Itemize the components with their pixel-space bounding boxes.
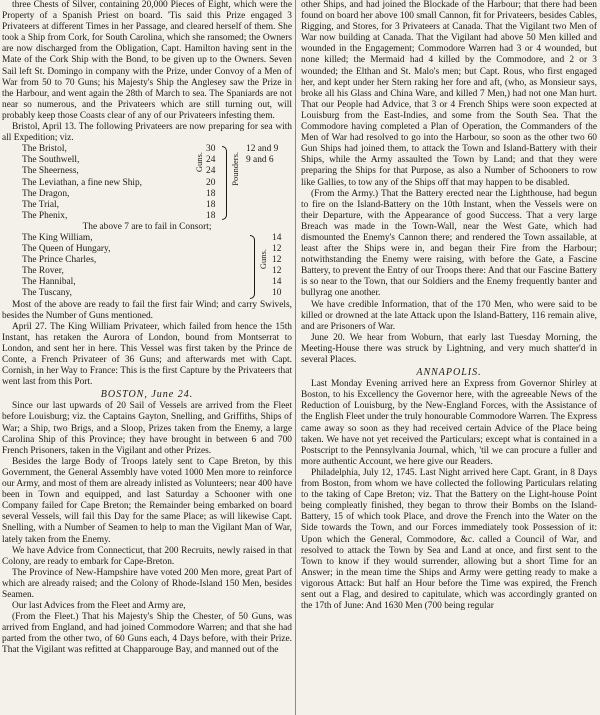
pounder-values (246, 144, 278, 166)
gun-count: 18 (206, 188, 216, 199)
column-rule (295, 0, 296, 715)
ship-name: The Hannibal, (22, 277, 76, 288)
ship-name: The Trial, (22, 199, 59, 210)
ship-name: The Queen of Hungary, (22, 244, 111, 255)
article-paragraph: We have credible Information, that of the 170 Men, who were said to be killed or drowned at the late Attack upon the Island-Battery, 116 remain alive, and are Prisoners of War. (301, 299, 597, 332)
list-brace (250, 235, 255, 299)
left-column (2, 0, 292, 657)
article-paragraph: Since our last upwards of 20 Sail of Vessels are arrived from the Fleet before Louisburg; viz. the Captains Gayton, Snelling, and Griffiths, Ships of War; a Ship, two Brigs, and a Sloop, Prizes taken from the Enemy, a large Carolina Ship of this Province; they have brought in between 6 and 700 French Prisoners, taken in the Vigilant and other Prizes. (2, 401, 292, 456)
pounders-label: Pounders. (230, 152, 240, 186)
article-paragraph: April 27. The King William Privateer, which failed from hence the 15th Instant, has retaken the Aurora of London, bound from Montserrat to London, and sent her in here. This Vessel was first taken by the Prince de Conte, a French Privateer of 36 Guns; and afterwards met with Capt. Cornish, in her Way to France: This is the first Capture by the Privateers that went last from this Port. (2, 321, 292, 388)
gun-count: 10 (272, 288, 282, 299)
gun-count: 18 (206, 199, 216, 210)
article-paragraph: (From the Fleet.) That his Majesty's Ship the Chester, of 50 Guns, was arrived from England, and had joined Commodore Warren; and that she had parted from the other two, of 60 Guns each, 4 Days before, with their Prize. That the Vigilant was refitted at Chapparouge Bay, and manned out of the (2, 612, 292, 656)
ship-name: The Prince Charles, (22, 255, 97, 266)
article-paragraph: We have Advice from Connecticut, that 200 Recruits, newly raised in that Colony, are ready to embark for Cape-Breton. (2, 545, 292, 567)
article-paragraph: other Ships, and had joined the Blockade of the Harbour; that there had been found on board her above 100 small Cannon, fit for Privateers, besides Cables, Rigging, and Stores, for 3 Privateers at Canada. That the Vigilant two Men of War now building at Canada. That the Vigilant had above 50 Men killed and wounded in the Engagement; Commodore Warren had 3 or 4 wounded, but none killed; the Mermaid had 4 killed by the Commodore, and 2 or 3 wounded; the Elthan and St. Malo's men; but Capt. Rous, who first engaged her, and kept under her Stern raking her fore and aft, (who, as Monsieur says, broke all his Glass and China Ware, and killed 7 Men,) had not one Man hurt. That our People had Advice, that 3 or 4 French Ships were soon expected at Louisburg from the East-Indies, and some from the South Sea. That the Commodore having completed a Plan of Operation, the Commanders of the Men of War had resolved to go into the Harbour, so soon as the other two 60 Gun Ships had joined them, to attack the Town and Island-Battery with their Ships, while the Army assaulted the Town by Land; and that they were preparing the Ships for that Purpose, as also a Number of Schooners to row like Gallies, to tow any of the Ships off that may happen to be disabled. (301, 0, 597, 188)
article-paragraph: The Province of New-Hampshire have voted 200 Men more, great Part of which are already raised; and the Colony of Rhode-Island 150 Men, besides Seamen. (2, 567, 292, 600)
guns-label: Guns. (194, 152, 204, 173)
gun-count: 20 (206, 177, 216, 188)
gun-count: 14 (272, 277, 282, 288)
guns-label: Guns. (258, 248, 268, 270)
annapolis-dateline: ANNAPOLIS. (416, 367, 482, 379)
bristol-intro: Bristol, April 13. The following Privateers are now preparing for sea with all Expedition; viz. (2, 122, 292, 144)
ship-name: The King William, (22, 232, 93, 243)
pounder-value: 9 and 6 (246, 155, 274, 166)
gun-count: 30 (206, 144, 216, 155)
boston-dateline: BOSTON, June 24. (100, 389, 194, 401)
consort-line: The above 7 are to fail in Consort; (82, 221, 212, 232)
ship-name: The Phenix, (22, 210, 68, 221)
gun-count: 12 (272, 255, 282, 266)
gun-count: 12 (272, 266, 282, 277)
article-paragraph: Our last Advices from the Fleet and Army are, (12, 601, 186, 612)
gun-counts (206, 144, 215, 222)
article-paragraph: Philadelphia, July 12, 1745. Last Night arrived here Capt. Grant, in 8 Days from Boston, from whom we have collected the following Particulars relating to the taking of Cape Breton; viz. That the Battery on the Light-house Point being compleatly finished, they began to throw their Bombs on the Island-Battery, 15 of which took Place, and drove the French into the Water on the Side towards the Town, and our Forces immediately took Possession of it: Upon which the General, Commodore, &c. called a Council of War, and resolved to attack the Town by Sea and Land at once, and first sent to the Town to know if they would surrender, allowing but a short Time for an Answer; in the mean time the Ships and Army were getting ready to make a vigorous Attack: But half an Hour before the Time was expired, the French sent out a Flag, and desired to capitulate, which was accordingly granted on the 17th of June: And 1630 Men (700 being regular (301, 467, 597, 612)
ship-name: The Sheerness, (22, 166, 79, 177)
gun-count: 24 (206, 166, 216, 177)
privateer-list-a (2, 144, 292, 222)
pounder-value: 12 and 9 (246, 144, 279, 155)
privateer-list-b (2, 233, 292, 300)
gun-count: 14 (272, 232, 282, 243)
article-paragraph: three Chests of Silver, containing 20,000 Pieces of Eight, which were the Property of a Spanish Priest on board. 'Tis said this Prize engaged 3 Privateers at different Times in her Passage, and cleared herself of them. She took a Ship from Cork, for South Carolina, which she ransomed; the Owners are now discharged from the Obligation, Capt. Hamilton having sent in the Mate of the Cork Ship with the Bond, to be given up to the Owners. Seven Sail left St. Domingo in company with the Prize, under Convoy of a Men of War from 50 to 70 Guns; his Majesty's Ship the Anglesey saw the Prize in the Harbour, and went again the 28th of March to sea. The Spaniards are not near so numerous, and the Privateers which are still turning out, will probably keep those Coasts clear of any of our Privateers infesting them. (2, 0, 292, 121)
gun-count: 24 (206, 155, 216, 166)
ship-name: The Leviathan, a fine new Ship, (22, 177, 143, 188)
ship-name: The Bristol, (22, 144, 67, 155)
article-paragraph: Besides the large Body of Troops lately sent to Cape Breton, by this Government, the General Assembly have voted 1000 Men more to reinforce our Army, and most of them are already inlisted as Volunteers; near 400 have been in Town and equipped, and last Saturday a Schooner with one Company failed for Cape Breton; the Remainder being embarked on board several Vessels, will fail this Day for the same Place; as will likewise Capt. Snelling, with a Number of Seamen to help to man the Vigilant Man of War, lately taken from the Enemy. (2, 456, 292, 545)
article-paragraph: Last Monday Evening arrived here an Express from Governor Shirley at Boston, to his Excellency the Governor here, with the agreeable News of the Reduction of Louisburg, by the New-England Forces, with the Assistance of the English Fleet under the truly honourable Commodore Warren. The Express came away so soon as they had received certain Advice of the Place being taken. We have not yet received the Particulars; except what is contained in a Postscript to the Pennsylvania Journal, which, 'til we can procure a fuller and more authentic Account, we here give our Readers. (301, 379, 597, 467)
article-paragraph: Most of the above are ready to fail the first fair Wind; and carry Swivels, besides the Number of Guns mentioned. (2, 299, 292, 321)
ship-name: The Dragon, (22, 188, 70, 199)
list-brace (222, 146, 227, 220)
right-column (301, 0, 597, 612)
ship-name: The Southwell, (22, 155, 80, 166)
ship-name: The Rover, (22, 266, 64, 277)
article-paragraph: (From the Army.) That the Battery erected near the Lighthouse, had begun to fire on the Island-Battery on the 10th Instant, when the Vessels were on their Departure, with the Appearance of good Success. That a very large Breach was made in the Town-Wall, near the West Gate, which had dismounted the Enemy's Cannon there; and rendered the Town assailable, at least after the Ships were in, and began their Fire from the Harbour; notwithstanding the Enemy were raising, with before the Gate, a Fascine Battery, to prevent the Entry of our Troops there: And that our Fascine Battery is so near to the Town, that our Soldiers and the Enemy frequently banter and bullyrag one another. (301, 188, 597, 299)
gun-count: 18 (206, 210, 216, 221)
article-paragraph: June 20. We hear from Woburn, that early last Tuesday Morning, the Meeting-House there was struck by Lightning, and very much shatter'd in several Places. (301, 332, 597, 365)
gun-counts (272, 233, 281, 300)
gun-count: 12 (272, 244, 282, 255)
ship-name: The Tuscany, (22, 288, 72, 299)
